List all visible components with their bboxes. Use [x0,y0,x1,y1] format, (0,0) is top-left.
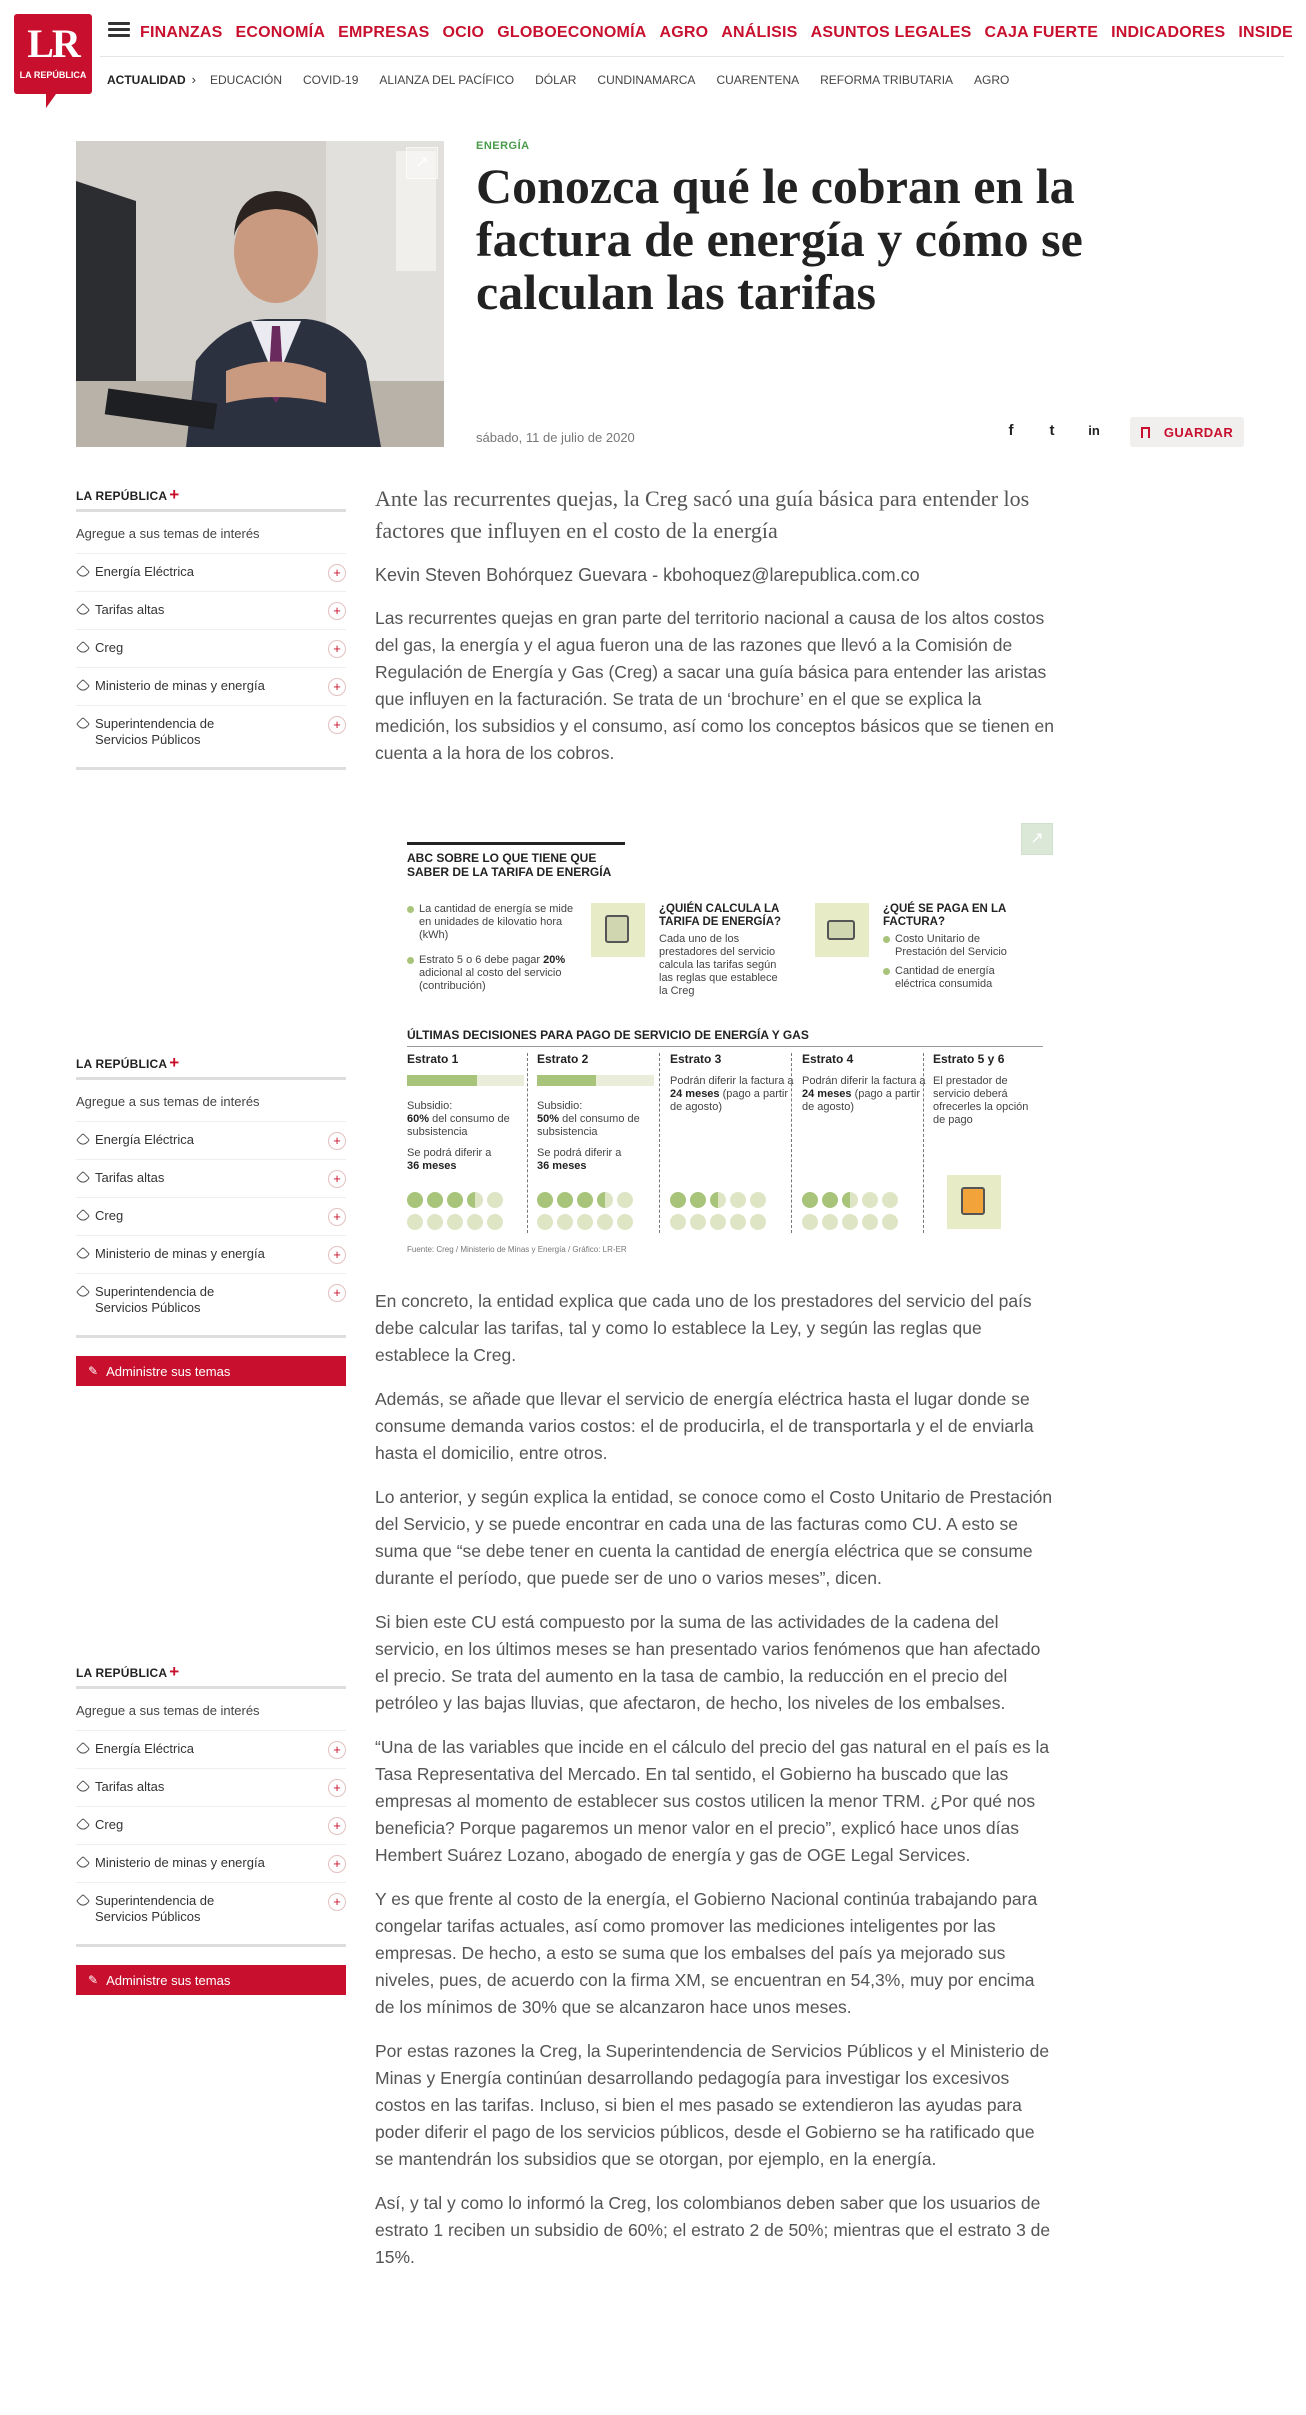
manage-topics-button[interactable]: ✎ Administre sus temas [76,1356,346,1386]
subnav-agro[interactable]: AGRO [974,72,1010,87]
expand-image-icon[interactable]: ↗ [1021,823,1053,855]
credit-card-icon [815,903,869,957]
tag-icon [76,679,90,693]
expand-image-icon[interactable]: ↗ [406,147,438,179]
subsidy-bar [407,1075,524,1086]
article-date: sábado, 11 de julio de 2020 [476,430,635,445]
indicator-dots [407,1192,503,1230]
article-body [375,1288,1055,2288]
subnav-alianza[interactable]: ALIANZA DEL PACÍFICO [379,72,515,87]
subnav-covid[interactable]: COVID-19 [303,72,359,87]
site-logo[interactable] [14,14,92,94]
infographic[interactable] [375,821,1055,1270]
article-body-top [375,605,1055,784]
topic-item[interactable]: Ministerio de minas y energía + [76,1236,346,1274]
subnav-reforma[interactable]: REFORMA TRIBUTARIA [820,72,954,87]
sub-nav [107,72,1030,87]
tag-icon [76,1894,90,1908]
nav-globoeconomia[interactable]: GLOBOECONOMÍA [497,24,647,41]
indicator-dots [802,1192,898,1230]
widget-intro: Agregue a sus temas de interés [76,1689,346,1731]
article-paragraph: Por estas razones la Creg, la Superintendencia de Servicios Públicos y el Ministerio de Minas y Energía continúan desarrollando pedagogía para investigar los excesivos costos en las tarifas. Incluso, si bien el mes pasado se extendieron las ayudas para poder diferir el pago de los servicios públicos, desde el Gobierno se ha ratificado que se mantendrán los subsidios que se otorgan, por ejemplo, en la energía. [375,2041,1050,2169]
nav-finanzas[interactable]: FINANZAS [140,24,223,41]
article-paragraph: Y es que frente al costo de la energía, el Gobierno Nacional continúa trabajando para congelar tarifas actuales, así como promover las mediciones inteligentes por las empresas. De hecho, a esto se suma que los embalses del país ya mejorado sus niveles, pues, de acuerdo con la firma XM, se encuentran en 54,3%, muy por encima de los mínimos de 30% que se alcanzaron hace unos meses. [375,1889,1038,2017]
article-hero-image[interactable] [76,141,444,447]
topics-widget [76,485,346,770]
article-author[interactable]: Kevin Steven Bohórquez Guevara - kbohoquez@larepublica.com.co [375,565,920,585]
logo-text: LR [27,21,79,66]
bookmark-icon [1141,427,1150,438]
stratum-column: Estrato 4 Podrán diferir la factura a 24 meses (pago a partir de agosto) [802,1052,926,1113]
tag-icon [76,1209,90,1223]
article-paragraph: En concreto, la entidad explica que cada uno de los prestadores del servicio del país debe calcular las tarifas, tal y como lo establece la Ley, y según las reglas que establece la Creg. [375,1291,1032,1365]
tag-icon [76,1247,90,1261]
nav-empresas[interactable]: EMPRESAS [338,24,430,41]
meter-icon [947,1175,1001,1229]
article-paragraph: Lo anterior, y según explica la entidad, se conoce como el Costo Unitario de Prestación del Servicio, y se puede encontrar en cada una de las facturas como CU. A esto se suma que “se debe tener en cuenta la cantidad de energía eléctrica que se consume durante el período, que puede ser de uno o varios meses”, dicen. [375,1487,1053,1588]
calculator-icon [591,903,645,957]
topic-item[interactable]: Ministerio de minas y energía + [76,668,346,706]
main-nav [140,24,1306,42]
widget-header: LA REPÚBLICA + [76,1662,180,1681]
widget-intro: Agregue a sus temas de interés [76,1080,346,1122]
stratum-column: Estrato 2 Subsidio: 50% del consumo de subsistencia Se podrá diferir a 36 meses [537,1053,662,1181]
add-topic-icon[interactable]: + [328,1132,346,1150]
chevron-right-icon: › [191,72,196,87]
add-topic-icon[interactable]: + [328,1246,346,1264]
add-topic-icon[interactable]: + [328,640,346,658]
topic-item[interactable]: Creg + [76,630,346,668]
manage-topics-button[interactable]: ✎ Administre sus temas [76,1965,346,1995]
nav-indicadores[interactable]: INDICADORES [1111,24,1226,41]
nav-ocio[interactable]: OCIO [442,24,485,41]
tag-icon [76,1780,90,1794]
article-title: Conozca qué le cobran en la factura de energía y cómo se calculan las tarifas [476,158,1083,320]
infographic-source: Fuente: Creg / Ministerio de Minas y Energía / Gráfico: LR-ER [407,1245,627,1254]
add-topic-icon[interactable]: + [328,602,346,620]
add-topic-icon[interactable]: + [328,678,346,696]
nav-analisis[interactable]: ANÁLISIS [721,24,798,41]
add-topic-icon[interactable]: + [328,1170,346,1188]
nav-economia[interactable]: ECONOMÍA [235,24,326,41]
tag-icon [76,641,90,655]
plus-icon: + [169,1053,180,1072]
tag-icon [76,1285,90,1299]
topic-item[interactable]: Energía Eléctrica + [76,1122,346,1160]
add-topic-icon[interactable]: + [328,1779,346,1797]
subnav-cuarentena[interactable]: CUARENTENA [716,72,800,87]
topic-item[interactable]: Superintendencia de Servicios Públicos + [76,1883,346,1934]
infographic-fact: Estrato 5 o 6 debe pagar 20% adicional al costo del servicio (contribución) [419,954,566,992]
topic-item[interactable]: Tarifas altas + [76,1769,346,1807]
save-button[interactable] [1130,417,1244,447]
save-label: GUARDAR [1163,424,1234,440]
topics-widget [76,1662,346,1995]
stratum-column: Estrato 3 Podrán diferir la factura a 24 meses (pago a partir de agosto) [670,1052,794,1113]
twitter-share-icon[interactable]: t [1049,422,1055,439]
infographic-fact: La cantidad de energía se mide en unidades de kilovatio hora (kWh) [419,903,574,941]
hamburger-menu-icon[interactable] [108,22,130,38]
article-lead: Ante las recurrentes quejas, la Creg sacó una guía básica para entender los factores que influyen en el costo de la energía [375,486,1030,543]
pencil-icon: ✎ [88,1364,99,1378]
nav-caja-fuerte[interactable]: CAJA FUERTE [984,24,1099,41]
topic-item[interactable]: Creg + [76,1807,346,1845]
subnav-cundinamarca[interactable]: CUNDINAMARCA [597,72,696,87]
add-topic-icon[interactable]: + [328,1284,346,1302]
nav-agro[interactable]: AGRO [659,24,709,41]
subnav-educacion[interactable]: EDUCACIÓN [210,72,283,87]
topic-item[interactable]: Ministerio de minas y energía + [76,1845,346,1883]
add-topic-icon[interactable]: + [328,1208,346,1226]
indicator-dots [670,1192,766,1230]
tag-icon [76,1856,90,1870]
tag-icon [76,603,90,617]
tag-icon [76,565,90,579]
facebook-share-icon[interactable]: f [1008,422,1014,439]
topic-item[interactable]: Superintendencia de Servicios Públicos + [76,706,346,757]
topic-item[interactable]: Tarifas altas + [76,1160,346,1198]
linkedin-share-icon[interactable]: in [1088,423,1100,438]
article-category[interactable]: ENERGÍA [476,140,530,152]
add-topic-icon[interactable]: + [328,716,346,734]
pencil-icon: ✎ [88,1973,99,1987]
nav-asuntos-legales[interactable]: ASUNTOS LEGALES [810,24,972,41]
topic-item[interactable]: Tarifas altas + [76,592,346,630]
stratum-column: Estrato 1 Subsidio: 60% del consumo de subsistencia Se podrá diferir a 36 meses [407,1053,532,1181]
widget-intro: Agregue a sus temas de interés [76,512,346,554]
infographic-answer: Cada uno de los prestadores del servicio calcula las tarifas según las reglas que establece la Creg [659,933,778,997]
indicator-dots [537,1192,633,1230]
topics-widget [76,1053,346,1386]
tag-icon [76,1133,90,1147]
add-topic-icon[interactable]: + [328,1741,346,1759]
topic-item[interactable]: Creg + [76,1198,346,1236]
infographic-subtitle: ÚLTIMAS DECISIONES PARA PAGO DE SERVICIO DE ENERGÍA Y GAS [407,1028,809,1042]
article-paragraph: Así, y tal y como lo informó la Creg, los colombianos deben saber que los usuarios de estrato 1 reciben un subsidio de 60%; el estrato 2 de 50%; mientras que el estrato 3 de 15%. [375,2193,1051,2267]
infographic-answer: Cantidad de energía eléctrica consumida [895,965,995,990]
tag-icon [76,1171,90,1185]
subnav-dolar[interactable]: DÓLAR [535,72,577,87]
add-topic-icon[interactable]: + [328,564,346,582]
topic-item[interactable]: Superintendencia de Servicios Públicos + [76,1274,346,1325]
header-divider [100,56,1284,57]
stratum-column: Estrato 5 y 6 El prestador de servicio deberá ofrecerles la opción de pago [933,1052,1029,1126]
plus-icon: + [169,1662,180,1681]
subsidy-bar [537,1075,654,1086]
subnav-actualidad[interactable]: ACTUALIDAD [107,72,186,87]
tag-icon [76,1818,90,1832]
plus-icon: + [169,485,180,504]
article-paragraph: Las recurrentes quejas en gran parte del territorio nacional a causa de los altos costos del gas, la energía y el agua fueron una de las razones que llevó a la Comisión de Regulación de Energía y Gas (Creg) a sacar una guía básica para entender las aristas que influyen en la facturación. Se trata de un ‘brochure’ en el que se explica la medición, los subsidios y el consumo, así como los conceptos básicos que se tienen en cuenta a la hora de los cobros. [375,608,1054,763]
add-topic-icon[interactable]: + [328,1893,346,1911]
widget-header: LA REPÚBLICA + [76,485,180,504]
nav-inside[interactable]: INSIDE [1238,24,1293,41]
topic-item[interactable]: Energía Eléctrica + [76,554,346,592]
tag-icon [76,717,90,731]
infographic-question: ¿QUÉ SE PAGA EN LA FACTURA? [883,903,1006,928]
add-topic-icon[interactable]: + [328,1817,346,1835]
article-paragraph: “Una de las variables que incide en el cálculo del precio del gas natural en el país es la Tasa Representativa del Mercado. En tal sentido, el Gobierno ha buscado que las empresas al momento de establecer sus costos utilicen la menor TRM. ¿Por qué nos beneficia? Porque pagaremos un menor valor en el precio”, explicó hace unos días Hembert Suárez Lozano, abogado de energía y gas de OGE Legal Services. [375,1737,1050,1865]
article-paragraph: Si bien este CU está compuesto por la suma de las actividades de la cadena del servicio, en los últimos meses se han presentado varios fenómenos que han afectado el precio. Se trata del aumento en la tasa de cambio, la reducción en el precio del petróleo y las bajas lluvias, que afectaron, de hecho, los niveles de los embalses. [375,1612,1041,1713]
logo-subtitle: LA REPÚBLICA [19,70,87,80]
article-paragraph: Además, se añade que llevar el servicio de energía eléctrica hasta el lugar donde se consume demanda varios costos: el de producirla, el de transportarla y el de enviarla hasta el domicilio, entre otros. [375,1389,1034,1463]
tag-icon [76,1742,90,1756]
infographic-title: ABC SOBRE LO QUE TIENE QUE SABER DE LA TARIFA DE ENERGÍA [407,851,612,879]
infographic-question: ¿QUIÉN CALCULA LA TARIFA DE ENERGÍA? [659,903,782,928]
widget-header: LA REPÚBLICA + [76,1053,180,1072]
add-topic-icon[interactable]: + [328,1855,346,1873]
topic-item[interactable]: Energía Eléctrica + [76,1731,346,1769]
infographic-answer: Costo Unitario de Prestación del Servicio [895,933,1007,958]
